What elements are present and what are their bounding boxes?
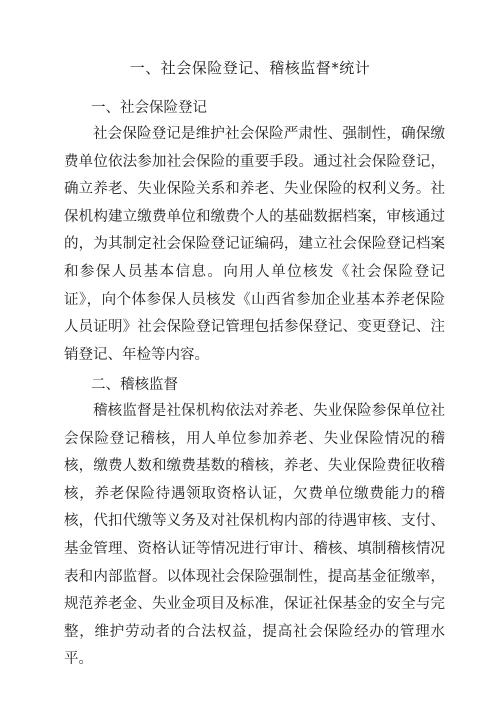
section-body-registration: 社会保险登记是维护社会保险严肃性、强制性，确保缴费单位依法参加社会保险的重要手段。通过社会保险登记，确立养老、失业保险关系和养老、失业保险的权利义务。社保机构建立缴费单位和缴费个人的基础数据档案，审核通过的，为其制定社会保险登记证编码，建立社会保险登记档案和参保人员基本信息。向用人单位核发《社会保险登记证》，向个体参保人员核发《山西省参加企业基本养老保险人员证明》社会保险登记管理包括参保登记、变更登记、注销登记、年检等内容。 xyxy=(64,126,445,363)
section-body-audit: 稽核监督是社保机构依法对养老、失业保险参保单位社会保险登记稽核，用人单位参加养老、失业保险情况的稽核，缴费人数和缴费基数的稽核，养老、失业保险费征收稽核，养老保险待遇领取资格认证，欠费单位缴费能力的稽核，代扣代缴等义务及对社保机构内部的待遇审核、支付、基金管理、资格认证等情况进行审计、稽核、填制稽核情况表和内部监督。以体现社会保险强制性，提高基金征缴率，规范养老金、失业金项目及标准，保证社保基金的安全与完整，维护劳动者的合法权益，提高社会保险经办的管理水平。 xyxy=(64,403,445,668)
section-heading-registration: 一、社会保险登记 xyxy=(91,100,207,116)
document-title: 一、社会保险登记、稽核监督*统计 xyxy=(129,59,371,77)
section-heading-audit: 二、稽核监督 xyxy=(91,377,178,393)
